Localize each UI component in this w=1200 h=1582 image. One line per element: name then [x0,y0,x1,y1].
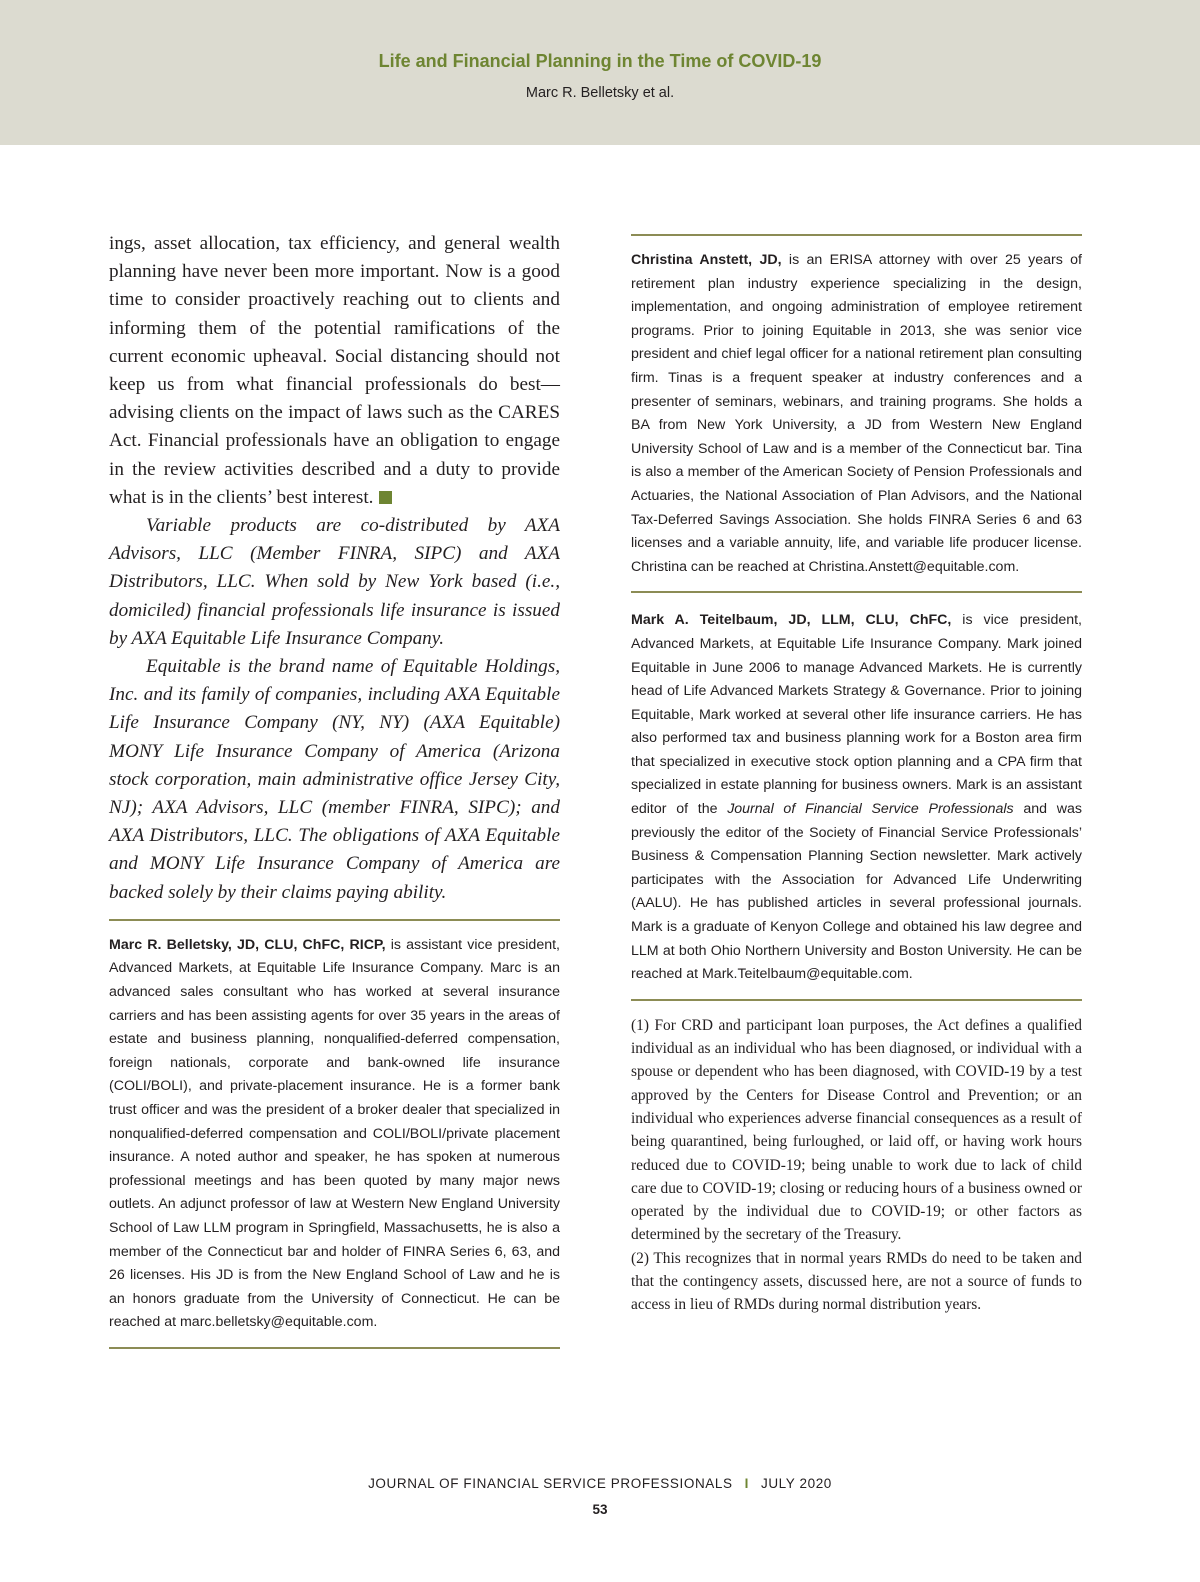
author-bio-text: is vice president, Advanced Markets, at Equitable Life Insurance Company. Mark joined Equitable in June 2006 to manage Advanced Markets. He is currently head of Life Advanced Markets Strategy & Governance. Prior to joining Equitable, Mark worked at several other life insurance carriers. He has also performed tax and business planning work for a Boston area firm that specialized in executive stock option planning and a CPA firm that specialized in estate planning for business owners. Mark is an assistant editor of the [631,612,1082,818]
body-paragraph-text: ings, asset allocation, tax efficiency, and general wealth planning have never been more important. Now is a good time to consider proactively reaching out to clients and informing them of the potential ramifications of the current economic upheaval. Social distancing should not keep us from what financial professionals do best—advising clients on the impact of laws such as the CARES Act. Financial professionals have an obligation to engage in the review activities described and a duty to provide what is in the clients’ best interest. [109,233,560,508]
article-author: Marc R. Belletsky et al. [525,85,675,101]
author-bio-text-continued: and was previously the editor of the Society of Financial Service Professionals’ Business & Compensation Planning Section newsletter. Mark actively participates with the Association for Advanced Life Underwriting (AALU). He has published articles in several professional journals. Mark is a graduate of Kenyon College and obtained his law degree and LLM at both Ohio Northern University and Boston University. He can be reached at Mark.Teitelbaum@equitable.com. [631,801,1082,983]
divider-rule [631,999,1082,1001]
footnote-1: (1) For CRD and participant loan purposes, the Act defines a qualified individual as an individual who has been diagnosed, or individual with a spouse or dependent who has been diagnosed, with COVID-19 by a test approved by the Centers for Disease Control and Prevention; or an individual who experiences adverse financial consequences as a result of being quarantined, being furloughed, or laid off, or having work hours reduced due to COVID-19; being unable to work due to lack of child care due to COVID-19; closing or reducing hours of a business owned or operated by the individual due to COVID-19; or other factors as determined by the secretary of the Treasury. [631,1016,1082,1244]
author-bio-teitelbaum [631,609,1082,987]
footnotes [631,1014,1082,1317]
disclaimer-paragraph-2: Equitable is the brand name of Equitable Holdings, Inc. and its family of companies, including AXA Equitable Life Insurance Company (NY, NY) (AXA Equitable) MONY Life Insurance Company of America (Arizona stock corporation, main administrative office Jersey City, NJ); AXA Advisors, LLC (member FINRA, SIPC); and AXA Distributors, LLC. The obligations of AXA Equitable and MONY Life Insurance Company of America are backed solely by their claims paying ability. [109,656,560,903]
author-bio-text: is an ERISA attorney with over 25 years of retirement plan industry experience specializing in the design, implementation, and ongoing administration of employee retirement programs. Prior to joining Equitable in 2013, she was senior vice president and chief legal officer for a national retirement plan consulting firm. Tinas is a frequent speaker at industry conferences and a presenter of seminars, webinars, and training programs. She holds a BA from New York University, a JD from Western New England University School of Law and is a member of the Connecticut bar. Tina is also a member of the American Society of Pension Professionals and Actuaries, the National Association of Plan Advisors, and the National Tax-Deferred Savings Association. She holds FINRA Series 6 and 63 licenses and a variable annuity, life, and variable life producer license. Christina can be reached at Christina.Anstett@equitable.com. [631,252,1082,575]
page-number: 53 [592,1502,608,1517]
divider-rule [109,919,560,921]
left-column [109,230,560,1349]
body-paragraph [109,230,560,512]
divider-rule [631,234,1082,236]
disclaimer-paragraph-1: Variable products are co-distributed by AXA Advisors, LLC (Member FINRA, SIPC) and AXA Distributors, LLC. When sold by New York based (i.e., domiciled) financial professionals life insurance is issued by AXA Equitable Life Insurance Company. [109,515,560,649]
running-footer [0,1476,1200,1491]
issue-date: JULY 2020 [760,1476,832,1491]
author-bio-belletsky [109,934,560,1335]
footnote-2: (2) This recognizes that in normal years RMDs do need to be taken and that the contingency assets, discussed here, are not a source of funds to access in lieu of RMDs during normal distribution years. [631,1249,1082,1314]
footer-separator: I [744,1476,749,1491]
article-title: Life and Financial Planning in the Time of COVID-19 [378,51,822,71]
author-name: Mark A. Teitelbaum, JD, LLM, CLU, ChFC, [631,612,952,629]
right-column [631,234,1082,1317]
author-name: Marc R. Belletsky, JD, CLU, ChFC, RICP, [109,936,386,953]
author-bio-anstett [631,249,1082,579]
divider-rule [631,591,1082,593]
journal-name: JOURNAL OF FINANCIAL SERVICE PROFESSIONALS [368,1476,733,1491]
running-header [0,0,1200,145]
author-bio-text: is assistant vice president, Advanced Markets, at Equitable Life Insurance Company. Marc is an advanced sales consultant who has worked at several insurance carriers and has been assisting agents for over 35 years in the areas of estate and business planning, nonqualified-deferred compensation, foreign nationals, corporate and bank-owned life insurance (COLI/BOLI), and private-placement insurance. He is a former bank trust officer and was the president of a broker dealer that specialized in nonqualified-deferred compensation and COLI/BOLI/private placement insurance. A noted author and speaker, he has spoken at numerous professional meetings and has been quoted by many major news outlets. An adjunct professor of law at Western New England University School of Law LLM program in Springfield, Massachusetts, he is also a member of the Connecticut bar and holder of FINRA Series 6, 63, and 26 licenses. His JD is from the New England School of Law and he is an honors graduate from the University of Connecticut. He can be reached at marc.belletsky@equitable.com. [109,936,560,1331]
journal-title: Journal of Financial Service Professionals [727,801,1014,818]
divider-rule [109,1347,560,1349]
author-name: Christina Anstett, JD, [631,252,782,268]
end-of-article-mark [379,491,392,504]
